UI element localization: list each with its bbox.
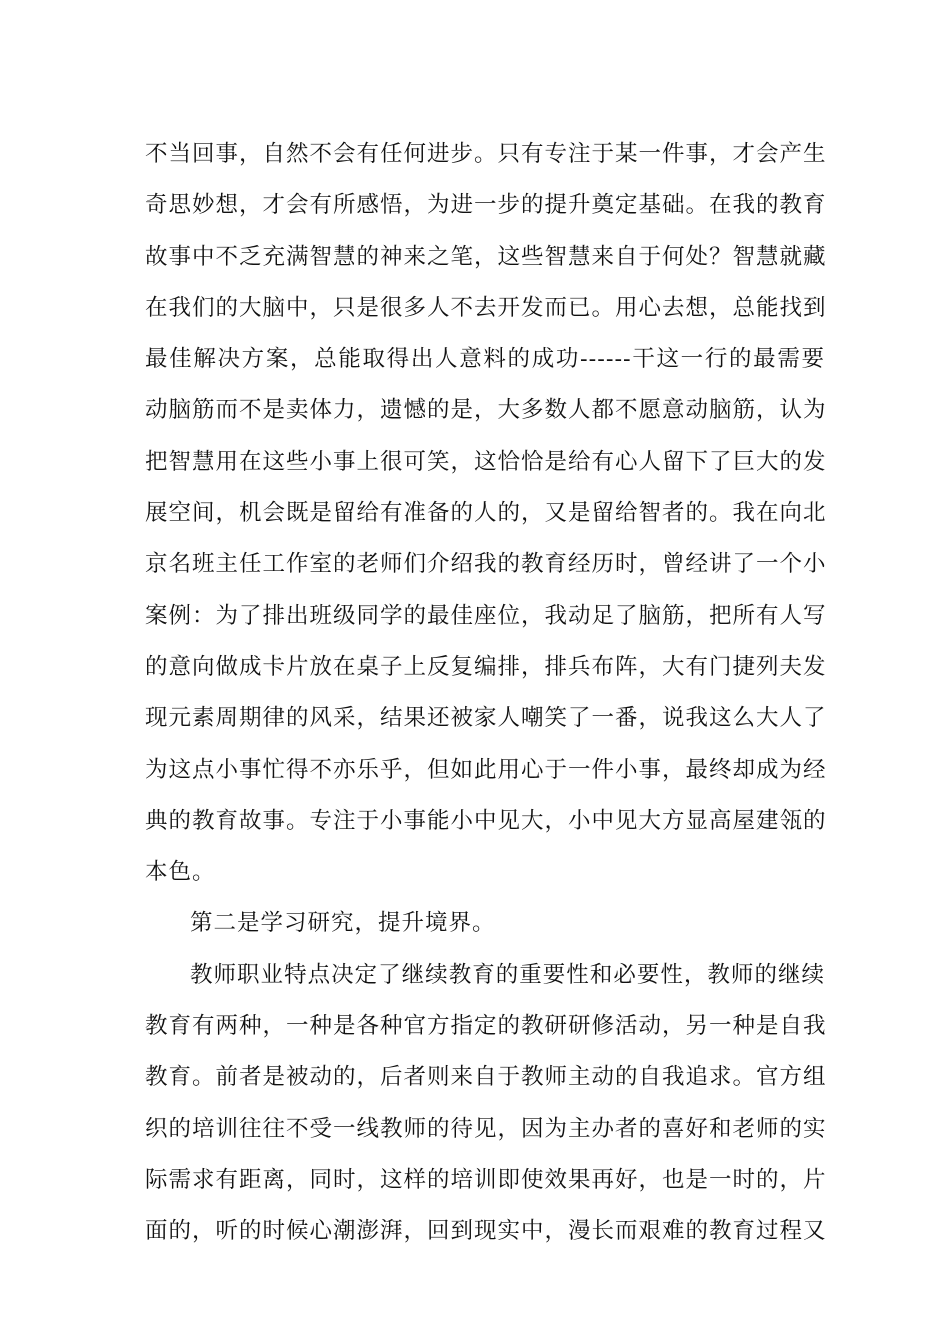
- text-line: 奇思妙想，才会有所感悟，为进一步的提升奠定基础。在我的教育: [145, 192, 827, 219]
- text-line: 现元素周期律的风采，结果还被家人嘲笑了一番，说我这么大人了: [145, 705, 827, 732]
- text-line: 际需求有距离，同时，这样的培训即使效果再好，也是一时的，片: [145, 1166, 827, 1193]
- text-line: 最佳解决方案，总能取得出人意料的成功------干这一行的最需要: [145, 346, 825, 373]
- text-line: 不当回事，自然不会有任何进步。只有专注于某一件事，才会产生: [145, 141, 827, 167]
- text-line: 的意向做成卡片放在桌子上反复编排，排兵布阵，大有门捷列夫发: [145, 653, 827, 680]
- text-line: 案例：为了排出班级同学的最佳座位，我动足了脑筋，把所有人写: [145, 602, 827, 629]
- text-line: 第二是学习研究，提升境界。: [190, 910, 496, 937]
- text-line: 动脑筋而不是卖体力，遗憾的是，大多数人都不愿意动脑筋，认为: [145, 397, 827, 424]
- body-text: [145, 131, 825, 1260]
- text-line: 教师职业特点决定了继续教育的重要性和必要性，教师的继续: [190, 961, 825, 988]
- text-line: 在我们的大脑中，只是很多人不去开发而已。用心去想，总能找到: [145, 294, 827, 321]
- text-line: 本色。: [145, 859, 216, 886]
- text-line: 故事中不乏充满智慧的神来之笔，这些智慧来自于何处？智慧就藏: [145, 243, 827, 270]
- text-line: 典的教育故事。专注于小事能小中见大，小中见大方显高屋建瓴的: [145, 807, 827, 834]
- text-line: 为这点小事忙得不亦乐乎，但如此用心于一件小事，最终却成为经: [145, 756, 827, 783]
- text-line: 织的培训往往不受一线教师的待见，因为主办者的喜好和老师的实: [145, 1115, 827, 1142]
- text-line: 教育。前者是被动的，后者则来自于教师主动的自我追求。官方组: [145, 1064, 827, 1091]
- text-line: 把智慧用在这些小事上很可笑，这恰恰是给有心人留下了巨大的发: [145, 448, 827, 475]
- text-line: 京名班主任工作室的老师们介绍我的教育经历时，曾经讲了一个小: [145, 551, 827, 578]
- text-line: 教育有两种，一种是各种官方指定的教研研修活动，另一种是自我: [145, 1013, 827, 1040]
- text-line: 面的，听的时候心潮澎湃，回到现实中，漫长而艰难的教育过程又: [145, 1218, 827, 1245]
- text-line: 展空间，机会既是留给有准备的人的，又是留给智者的。我在向北: [145, 500, 827, 527]
